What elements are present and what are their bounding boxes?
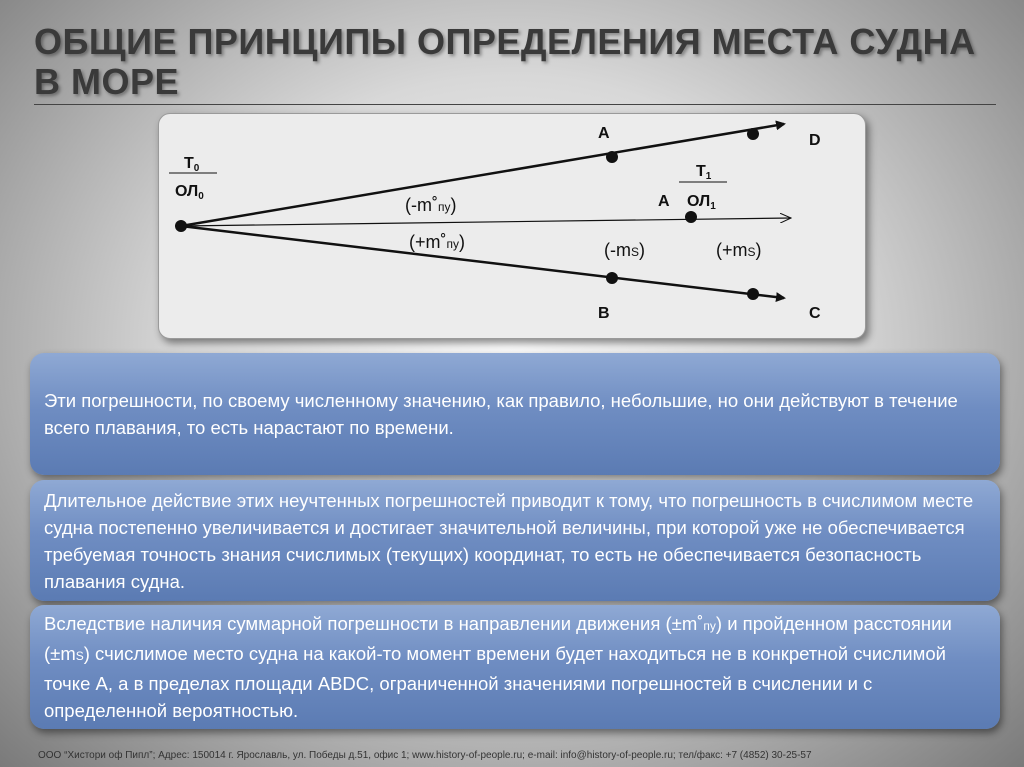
label-ol0: ОЛ0 [175,183,204,202]
error-minus-course: (-m˚пу) [405,195,457,215]
text-box-errors-small [30,353,1000,475]
label-a-top: A [598,125,610,142]
label-d: D [809,132,821,149]
text-box-3-text: Вследствие наличия суммарной погрешности в направлении движения (±m˚пу) и пройденном расстоянии (±mS) счислимое место судна на какой-то момент времени будет находиться не в конкретной счислимой точке А, а в пределах площади ABDC, ограниченной значениями погрешностей в счислении и с определенной вероятностью. [44,613,952,721]
label-b: B [598,305,610,322]
point-b [606,272,618,284]
error-diagram-panel [158,113,866,339]
text-box-errors-accumulate [30,480,1000,601]
upper-course-line [181,124,784,226]
error-diagram [159,114,865,338]
error-plus-distance: (+mS) [716,240,762,260]
error-minus-distance: (-mS) [604,240,645,260]
middle-course-line [181,218,791,226]
footer-contact-info: ООО “Хистори оф Пипл”; Адрес: 150014 г. Ярославль, ул. Победы д.51, офис 1; www.history-of-people.ru; e-mail: info@history-of-people.ru; тел/факс: +7 (4852) 30-25-57 [38,750,812,761]
label-ol1: ОЛ1 [687,193,716,212]
title-divider [34,104,996,105]
lower-course-line [181,226,784,298]
origin-point [175,220,187,232]
text-box-2-text: Длительное действие этих неучтенных погрешностей приводит к тому, что погрешность в счислимом месте судна постепенно увеличивается и достигает значительной величины, при которой уже не обеспечивается требуемая точность знания счислимых (текущих) координат, то есть не обеспечивается безопасность плавания судна. [44,489,974,592]
text-box-area-abdc [30,605,1000,729]
point-a-upper [606,151,618,163]
point-c [747,288,759,300]
label-a-middle: A [658,193,670,210]
label-t0: T0 [184,155,200,174]
slide-title: ОБЩИЕ ПРИНЦИПЫ ОПРЕДЕЛЕНИЯ МЕСТА СУДНА В МОРЕ [34,21,976,102]
error-plus-course: (+m˚пу) [409,232,465,252]
label-t1: T1 [696,163,712,182]
label-c: C [809,305,821,322]
point-d [747,128,759,140]
point-a-middle [685,211,697,223]
text-box-1-text: Эти погрешности, по своему численному значению, как правило, небольшие, но они действуют в течение всего плавания, то есть нарастают по времени. [44,390,958,438]
